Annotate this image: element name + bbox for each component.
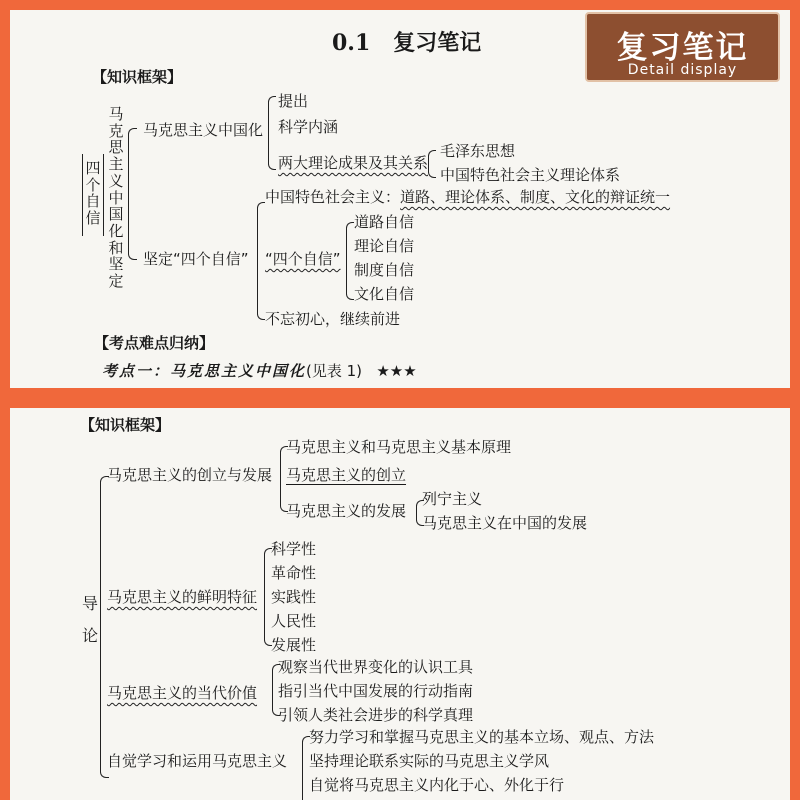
node-zhongguofazhan: 马克思主义在中国的发展 xyxy=(422,514,588,532)
node-renminxing: 人民性 xyxy=(271,612,317,630)
node-mao: 毛泽东思想 xyxy=(440,142,516,160)
root-lun: 论 xyxy=(82,626,99,645)
node-liening: 列宁主义 xyxy=(422,490,483,508)
node-zhongguo xyxy=(265,190,670,205)
section-number: 0.1 xyxy=(332,30,371,56)
kaodian-title: 考点一：马克思主义中国化 xyxy=(102,362,307,380)
branch-tezheng: 马克思主义的鲜明特征 xyxy=(107,588,258,606)
root-vertical-label: 马克思主义中国化和坚定 xyxy=(108,105,124,291)
node-zhidu: 制度自信 xyxy=(354,261,415,279)
node-chuangli: 马克思主义的创立 xyxy=(286,466,407,484)
branch-chuangli: 马克思主义的创立与发展 xyxy=(107,466,273,484)
node-shijianxing: 实践性 xyxy=(271,588,317,606)
root-dao: 导 xyxy=(82,594,99,613)
section-title: 复习笔记 xyxy=(393,30,482,56)
brace-root xyxy=(128,128,137,260)
node-jianding: 坚定“四个自信” xyxy=(143,250,249,268)
node-jibenyuanli: 马克思主义和马克思主义基本原理 xyxy=(286,438,512,456)
framework-label: 【知识框架】 xyxy=(92,68,183,86)
node-zhongguo-rest: 道路、理论体系、制度、文化的辩证统一 xyxy=(400,188,671,206)
node-kexuexing: 科学性 xyxy=(271,540,317,558)
detail-display-badge xyxy=(585,12,780,82)
brace-liangda xyxy=(428,150,436,178)
node-zhiyin: 指引当代中国发展的行动指南 xyxy=(278,682,474,700)
kaodian-label: 【考点难点归纳】 xyxy=(94,334,215,352)
bottom-page-scan xyxy=(10,408,790,800)
badge-subtitle: Detail display xyxy=(627,62,738,78)
node-fazhanxing: 发展性 xyxy=(271,636,317,654)
branch-zijue: 自觉学习和运用马克思主义 xyxy=(107,752,288,770)
branch-jiazhi: 马克思主义的当代价值 xyxy=(107,684,258,702)
node-sige: “四个自信” xyxy=(265,250,341,268)
root-box-label: 四个自信 xyxy=(85,159,101,228)
node-kexue: 科学内涵 xyxy=(278,118,339,136)
node-sinicization: 马克思主义中国化 xyxy=(143,121,264,139)
framework-label-bottom: 【知识框架】 xyxy=(80,416,171,434)
kaodian-line xyxy=(102,364,417,379)
node-jianchi: 坚持理论联系实际的马克思主义学风 xyxy=(309,752,550,770)
badge-title: 复习笔记 xyxy=(616,30,749,66)
node-fazhan: 马克思主义的发展 xyxy=(286,502,407,520)
kaodian-ref: (见表 1) xyxy=(306,362,363,380)
node-lilun: 理论自信 xyxy=(354,237,415,255)
node-nuli: 努力学习和掌握马克思主义的基本立场、观点、方法 xyxy=(309,728,655,746)
node-neihua: 自觉将马克思主义内化于心、外化于行 xyxy=(309,776,565,794)
node-daolu: 道路自信 xyxy=(354,213,415,231)
node-tese: 中国特色社会主义理论体系 xyxy=(440,166,621,184)
brace-jianding xyxy=(257,202,265,320)
node-liangda: 两大理论成果及其关系 xyxy=(278,154,429,172)
node-zhongguo-prefix: 中国特色社会主义： xyxy=(265,188,401,206)
node-yinling: 引领人类社会进步的科学真理 xyxy=(278,706,474,724)
brace-sige xyxy=(346,222,354,300)
kaodian-stars: ★★★ xyxy=(376,362,417,380)
node-buwang: 不忘初心，继续前进 xyxy=(265,310,401,328)
node-gemingxing: 革命性 xyxy=(271,564,317,582)
section-heading xyxy=(332,32,481,54)
brace-sinicization xyxy=(268,96,276,170)
brace-root-bottom xyxy=(100,476,109,778)
node-tiqi: 提出 xyxy=(278,92,309,110)
node-wenhua: 文化自信 xyxy=(354,285,415,303)
node-guancha: 观察当代世界变化的认识工具 xyxy=(278,658,474,676)
